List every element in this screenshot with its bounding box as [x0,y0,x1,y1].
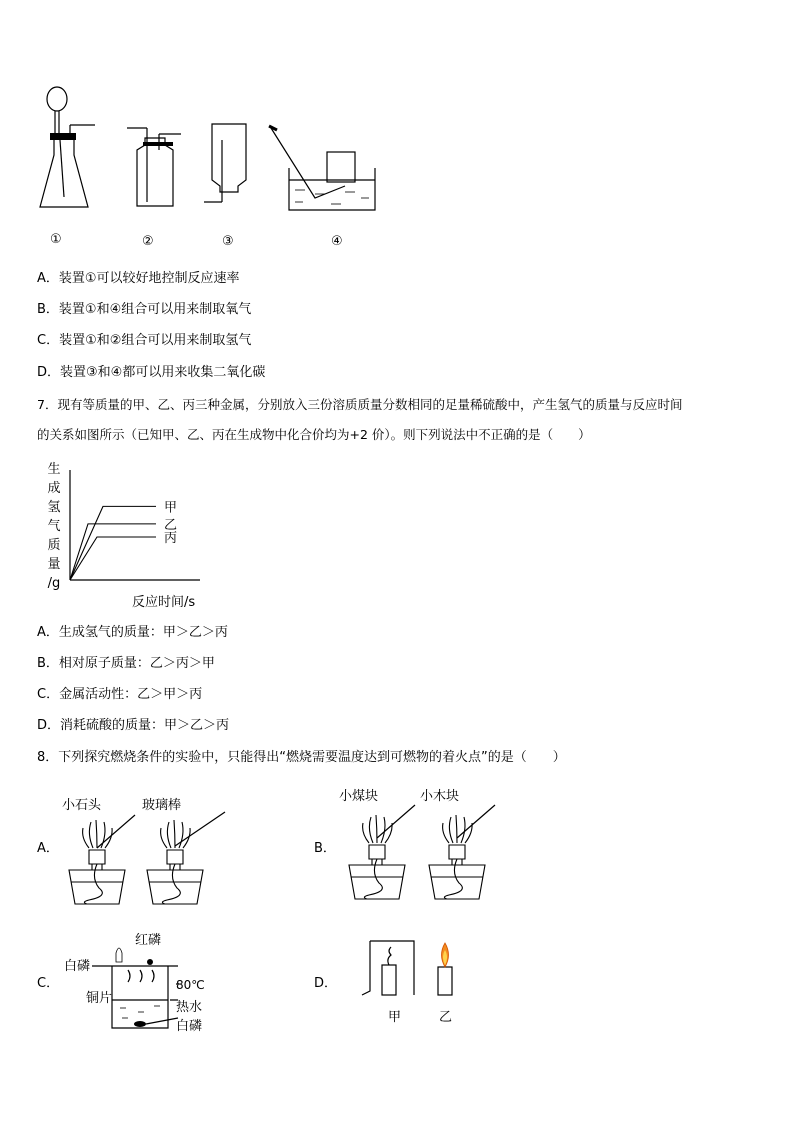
lamp-body [429,865,485,899]
chart-x-axis-label: 反应时间/s [132,595,196,610]
q8-a-right-label: 玻璃棒 [142,798,182,813]
q6-option-c[interactable]: C．装置①和②组合可以用来制取氢气 [37,333,252,348]
lamp-wick-holder [167,850,183,864]
q8-b-left-label: 小煤块 [339,789,379,804]
q8-b-alcohol-lamps [345,800,515,910]
q7-option-d[interactable]: D．消耗硫酸的质量：甲＞乙＞丙 [37,718,230,733]
apparatus-label-4: ④ [331,234,343,249]
q8-option-b-letter[interactable]: B． [314,841,336,856]
apparatus-2-gas-bottle [125,120,185,215]
y-label-char: 氢 [47,500,61,515]
y-label-char: /g [47,576,61,591]
q8-c-red-phosphorus-label: 红磷 [135,933,162,948]
q6-option-b[interactable]: B．装置①和④组合可以用来制取氧气 [37,302,252,317]
q8-c-white-phosphorus-bottom-label: 白磷 [176,1019,203,1034]
y-label-char: 气 [47,519,61,534]
lamp-wick-holder [449,845,465,859]
q8-c-white-phosphorus-top-label: 白磷 [64,959,91,974]
q8-d-jia-label: 甲 [388,1010,402,1025]
apparatus-3-inverted-bottle [200,120,260,210]
q8-stem: 8．下列探究燃烧条件的实验中，只能得出“燃烧需要温度达到可燃物的着火点”的是（ ） [37,750,566,765]
series-line-1 [70,506,156,580]
series-label-1: 甲 [164,500,178,516]
q8-d-yi-label: 乙 [439,1010,453,1025]
q8-c-copper-label: 铜片 [86,991,113,1006]
lamp-wick-holder [369,845,385,859]
q7-option-b[interactable]: B．相对原子质量：乙＞丙＞甲 [37,656,215,671]
lamp-body [147,870,203,904]
q8-c-beaker-experiment [90,940,180,1035]
apparatus-label-1: ① [50,232,62,247]
q7-stem-line2: 的关系如图所示（已知甲、乙、丙在生成物中化合价均为+2 价）。则下列说法中不正确的是（ ） [37,427,591,442]
q8-option-d-letter[interactable]: D． [314,976,338,991]
q8-c-hot-water-label: 热水 [176,1000,203,1015]
q7-option-c[interactable]: C．金属活动性：乙＞甲＞丙 [37,687,203,702]
q7-stem-line1: 7．现有等质量的甲、乙、丙三种金属，分别放入三份溶质质量分数相同的足量稀硫酸中，产生氢气的质量与反应时间 [37,397,683,412]
q6-option-a[interactable]: A．装置①可以较好地控制反应速率 [37,271,240,286]
q8-d-candles [360,935,470,1005]
q8-a-left-label: 小石头 [62,798,102,813]
apparatus-1-flask-with-funnel [30,85,110,215]
y-label-char: 质 [47,538,61,553]
q8-option-a-letter[interactable]: A． [37,841,59,856]
chart-y-axis-label [44,460,64,593]
q6-option-d[interactable]: D．装置③和④都可以用来收集二氧化碳 [37,365,266,380]
y-label-char: 成 [47,481,61,496]
lamp-wick-holder [89,850,105,864]
series-label-2: 乙 [164,517,178,533]
lamp-body [69,870,125,904]
q8-a-alcohol-lamps [65,810,235,915]
y-label-char: 量 [47,557,61,572]
lamp-flame-icon [161,820,191,848]
lamp-body [349,865,405,899]
series-label-3: 丙 [164,531,178,546]
q8-c-temperature-label: 80℃ [176,978,205,992]
y-label-char: 生 [47,462,61,477]
chart-plot [64,470,204,585]
q7-option-a[interactable]: A．生成氢气的质量：甲＞乙＞丙 [37,625,228,640]
apparatus-label-3: ③ [222,234,234,249]
lamp-flame-icon [83,820,113,848]
series-line-3 [70,537,156,580]
q8-b-right-label: 小木块 [420,789,460,804]
apparatus-4-water-trough [265,120,385,215]
apparatus-label-2: ② [142,234,154,249]
q8-option-c-letter[interactable]: C． [37,976,60,991]
